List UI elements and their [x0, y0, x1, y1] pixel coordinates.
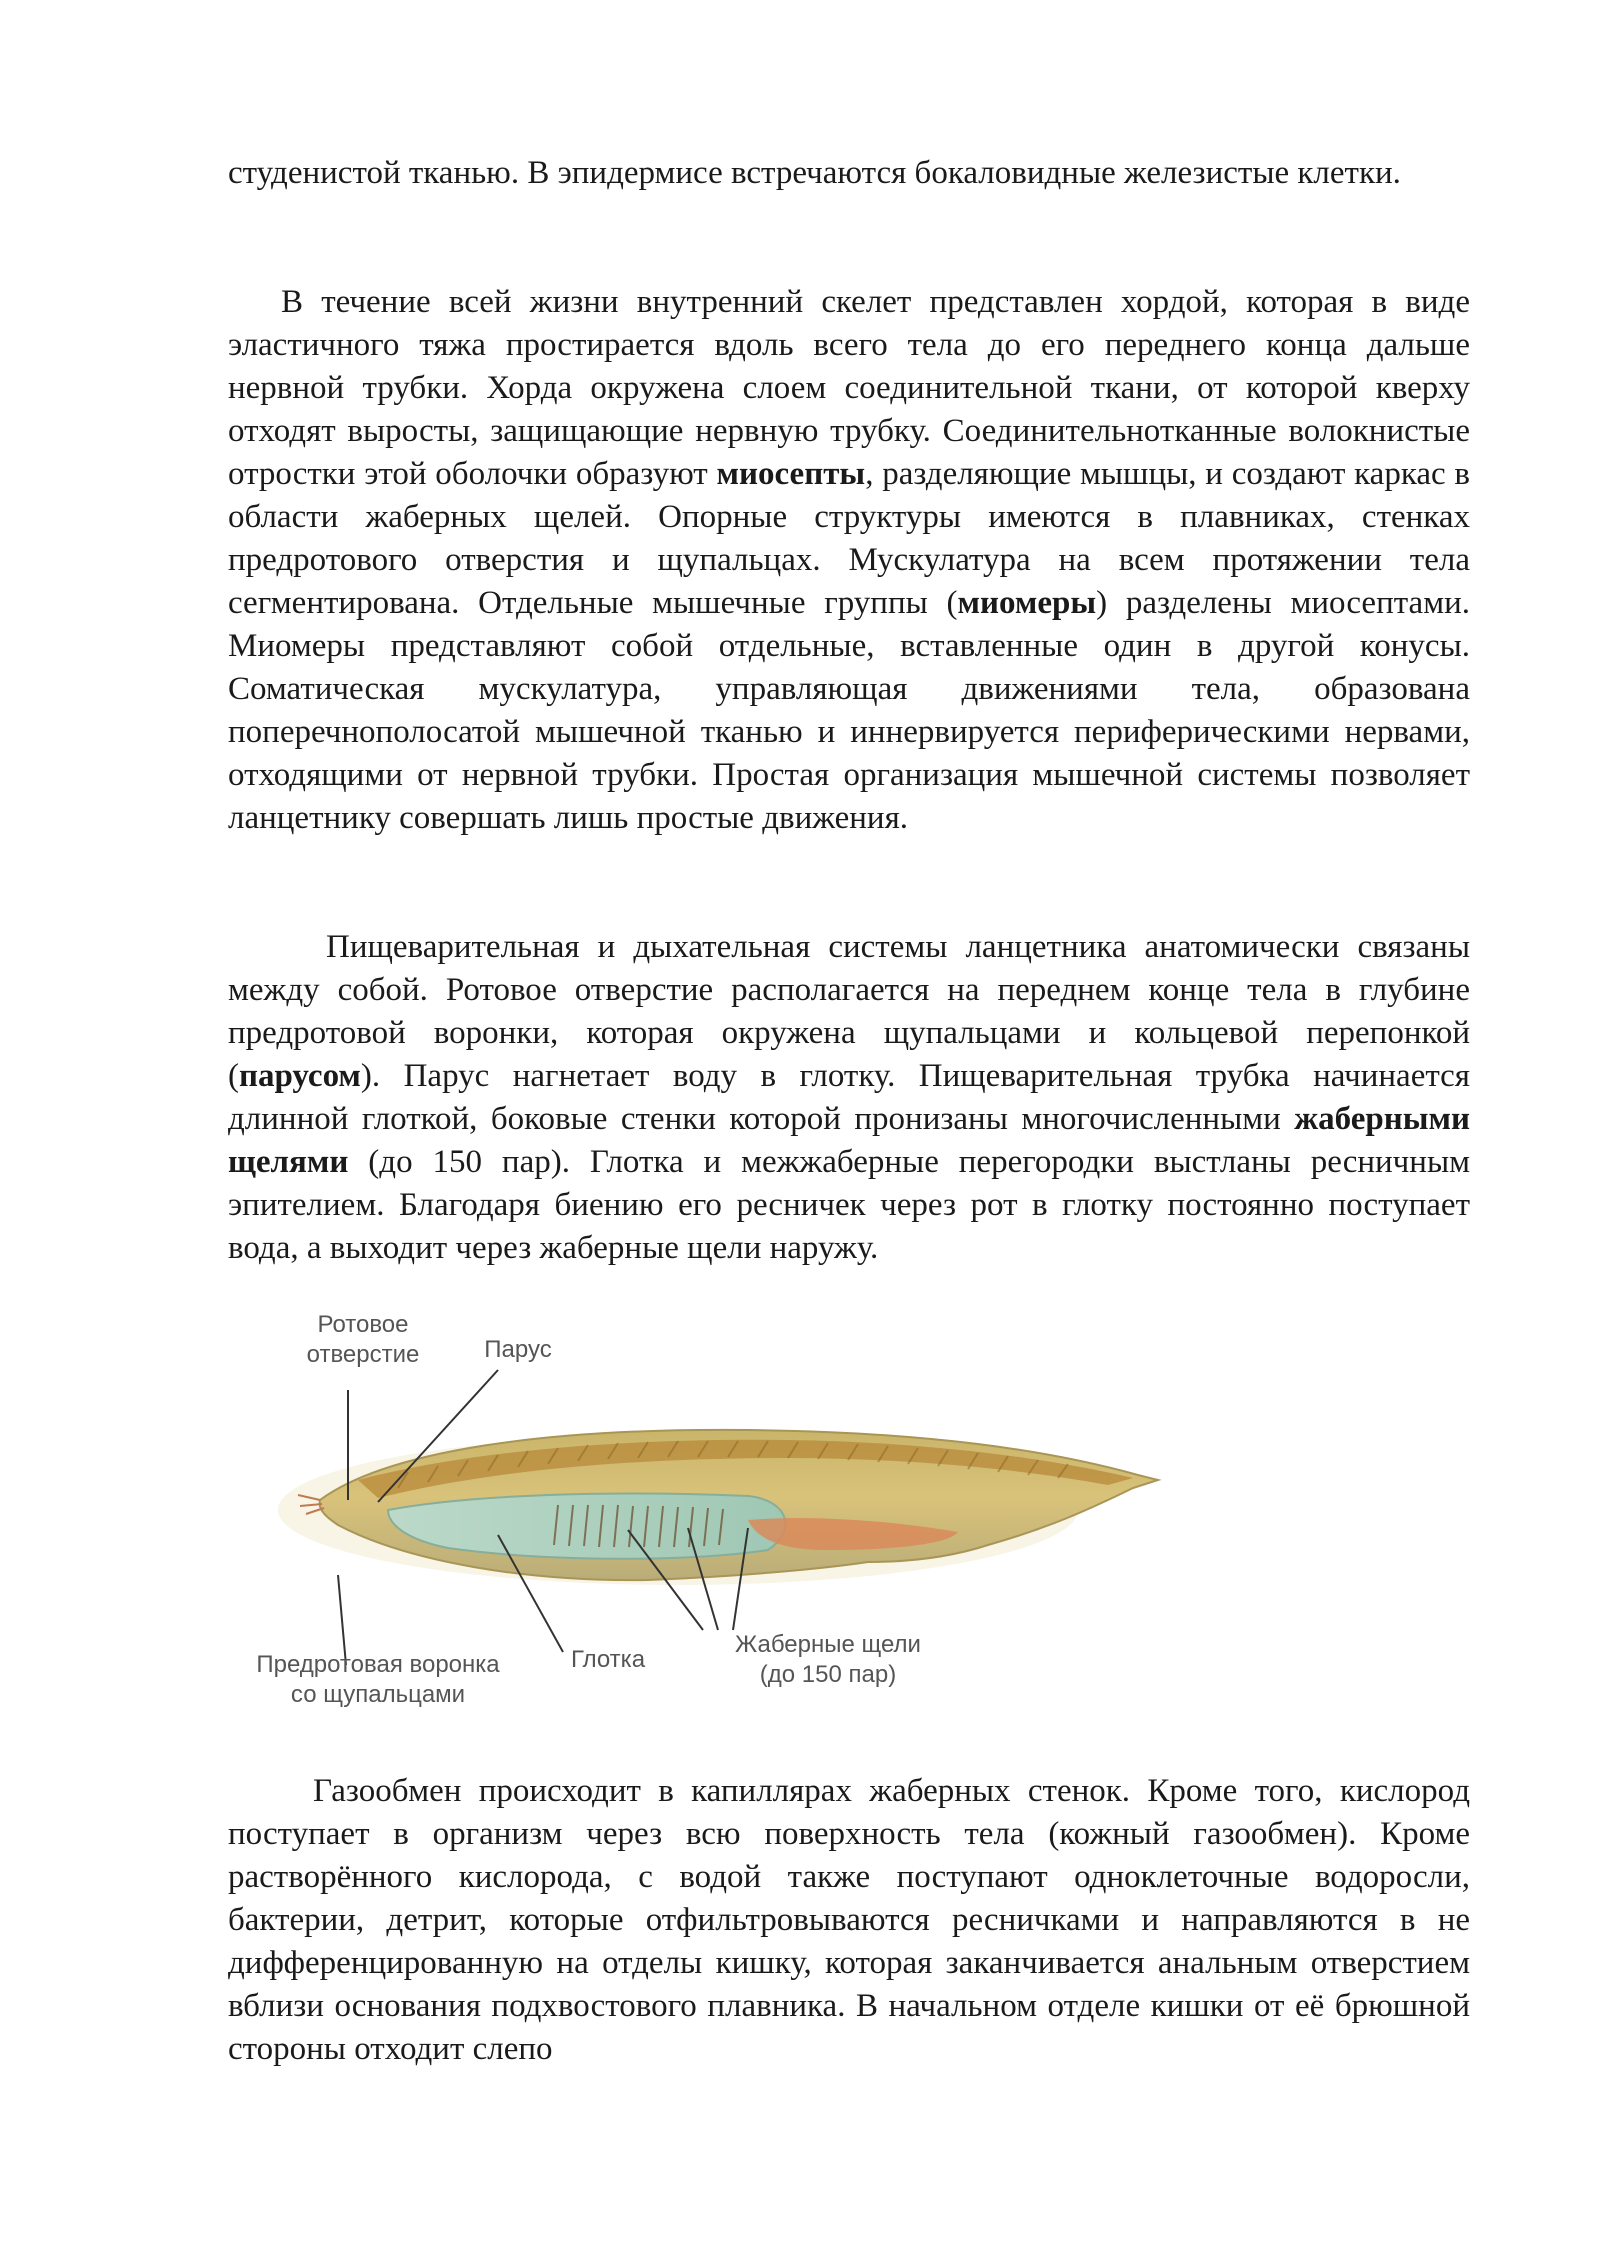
- paragraph-2: [228, 281, 1470, 840]
- label-mouth-line-2: отверстие: [306, 1341, 420, 1368]
- paragraph-1: [228, 152, 1470, 195]
- label-funnel-line-2: со щупальцами: [290, 1681, 466, 1708]
- label-funnel: [228, 1650, 528, 1710]
- label-mouth: [288, 1310, 438, 1370]
- label-mouth-line-1: Ротовое: [317, 1311, 409, 1338]
- term-velum: парусом: [239, 1058, 361, 1094]
- paragraph-1-text: студенистой тканью. В эпидермисе встречаются бокаловидные железистые клетки.: [228, 155, 1401, 191]
- paragraph-4: [228, 1770, 1470, 2071]
- label-funnel-line-1: Предротовая воронка: [256, 1651, 500, 1678]
- paragraph-3-part-2: ). Парус нагнетает воду в глотку. Пищеварительная трубка начинается длинной глоткой, боковые стенки которой пронизаны многочисленными: [228, 1058, 1470, 1137]
- paragraph-3: [228, 926, 1470, 1270]
- label-pharynx: Глотка: [570, 1646, 646, 1673]
- label-gills-line-1: Жаберные щели: [735, 1631, 921, 1658]
- paragraph-3-part-3: (до 150 пар). Глотка и межжаберные перегородки выстланы ресничным эпителием. Благодаря биению его ресничек через рот в глотку постоянно поступает вода, а выходит через жаберные щели наружу.: [228, 1144, 1470, 1266]
- paragraph-3-part-1: Пищеварительная и дыхательная системы ланцетника анатомически связаны между собой. Ротовое отверстие располагается на переднем конце тела в глубине предротовой воронки, которая окружена щупальцами и кольцевой перепонкой (: [228, 929, 1470, 1094]
- paragraph-2-part-1: В течение всей жизни внутренний скелет представлен хордой, которая в виде эластичного тяжа простирается вдоль всего тела до его переднего конца дальше нервной трубки. Хорда окружена слоем соединительной ткани, от которой кверху отходят выросты, защищающие нервную трубку. Соединительнотканные волокнистые отростки этой оболочки образуют: [228, 284, 1470, 492]
- label-gill-slits: [708, 1630, 948, 1690]
- term-gill-slits: жаберными щелями: [228, 1101, 1470, 1180]
- term-myomeres: миомеры: [957, 585, 1097, 621]
- paragraph-2-part-3: ) разделены миосептами. Миомеры представляют собой отдельные, вставленные один в другой конусы. Соматическая мускулатура, управляющая движениями тела, образована поперечнополосатой мышечной тканью и иннервируется периферическими нервами, отходящими от нервной трубки. Простая организация мышечной системы позволяет ланцетнику совершать лишь простые движения.: [228, 585, 1470, 836]
- label-gills-line-2: (до 150 пар): [759, 1661, 897, 1688]
- label-velum: Парус: [484, 1336, 552, 1363]
- term-myosepta: миосепты: [716, 456, 866, 492]
- paragraph-4-text: Газообмен происходит в капиллярах жаберных стенок. Кроме того, кислород поступает в организм через всю поверхность тела (кожный газообмен). Кроме растворённого кислорода, с водой также поступают одноклеточные водоросли, бактерии, детрит, которые отфильтровываются ресничками и направляются в не дифференцированную на отделы кишку, которая заканчивается анальным отверстием вблизи основания подхвостового плавника. В начальном отделе кишки от её брюшной стороны отходит слепо: [228, 1773, 1470, 2067]
- paragraph-2-part-2: , разделяющие мышцы, и создают каркас в области жаберных щелей. Опорные структуры имеются в плавниках, стенках предротового отверстия и щупальцах. Мускулатура на всем протяжении тела сегментирована. Отдельные мышечные группы (: [228, 456, 1470, 621]
- paragraph-3-text: [228, 926, 1470, 1270]
- paragraph-2-text: [228, 281, 1470, 840]
- lancelet-figure: [228, 1300, 1228, 1740]
